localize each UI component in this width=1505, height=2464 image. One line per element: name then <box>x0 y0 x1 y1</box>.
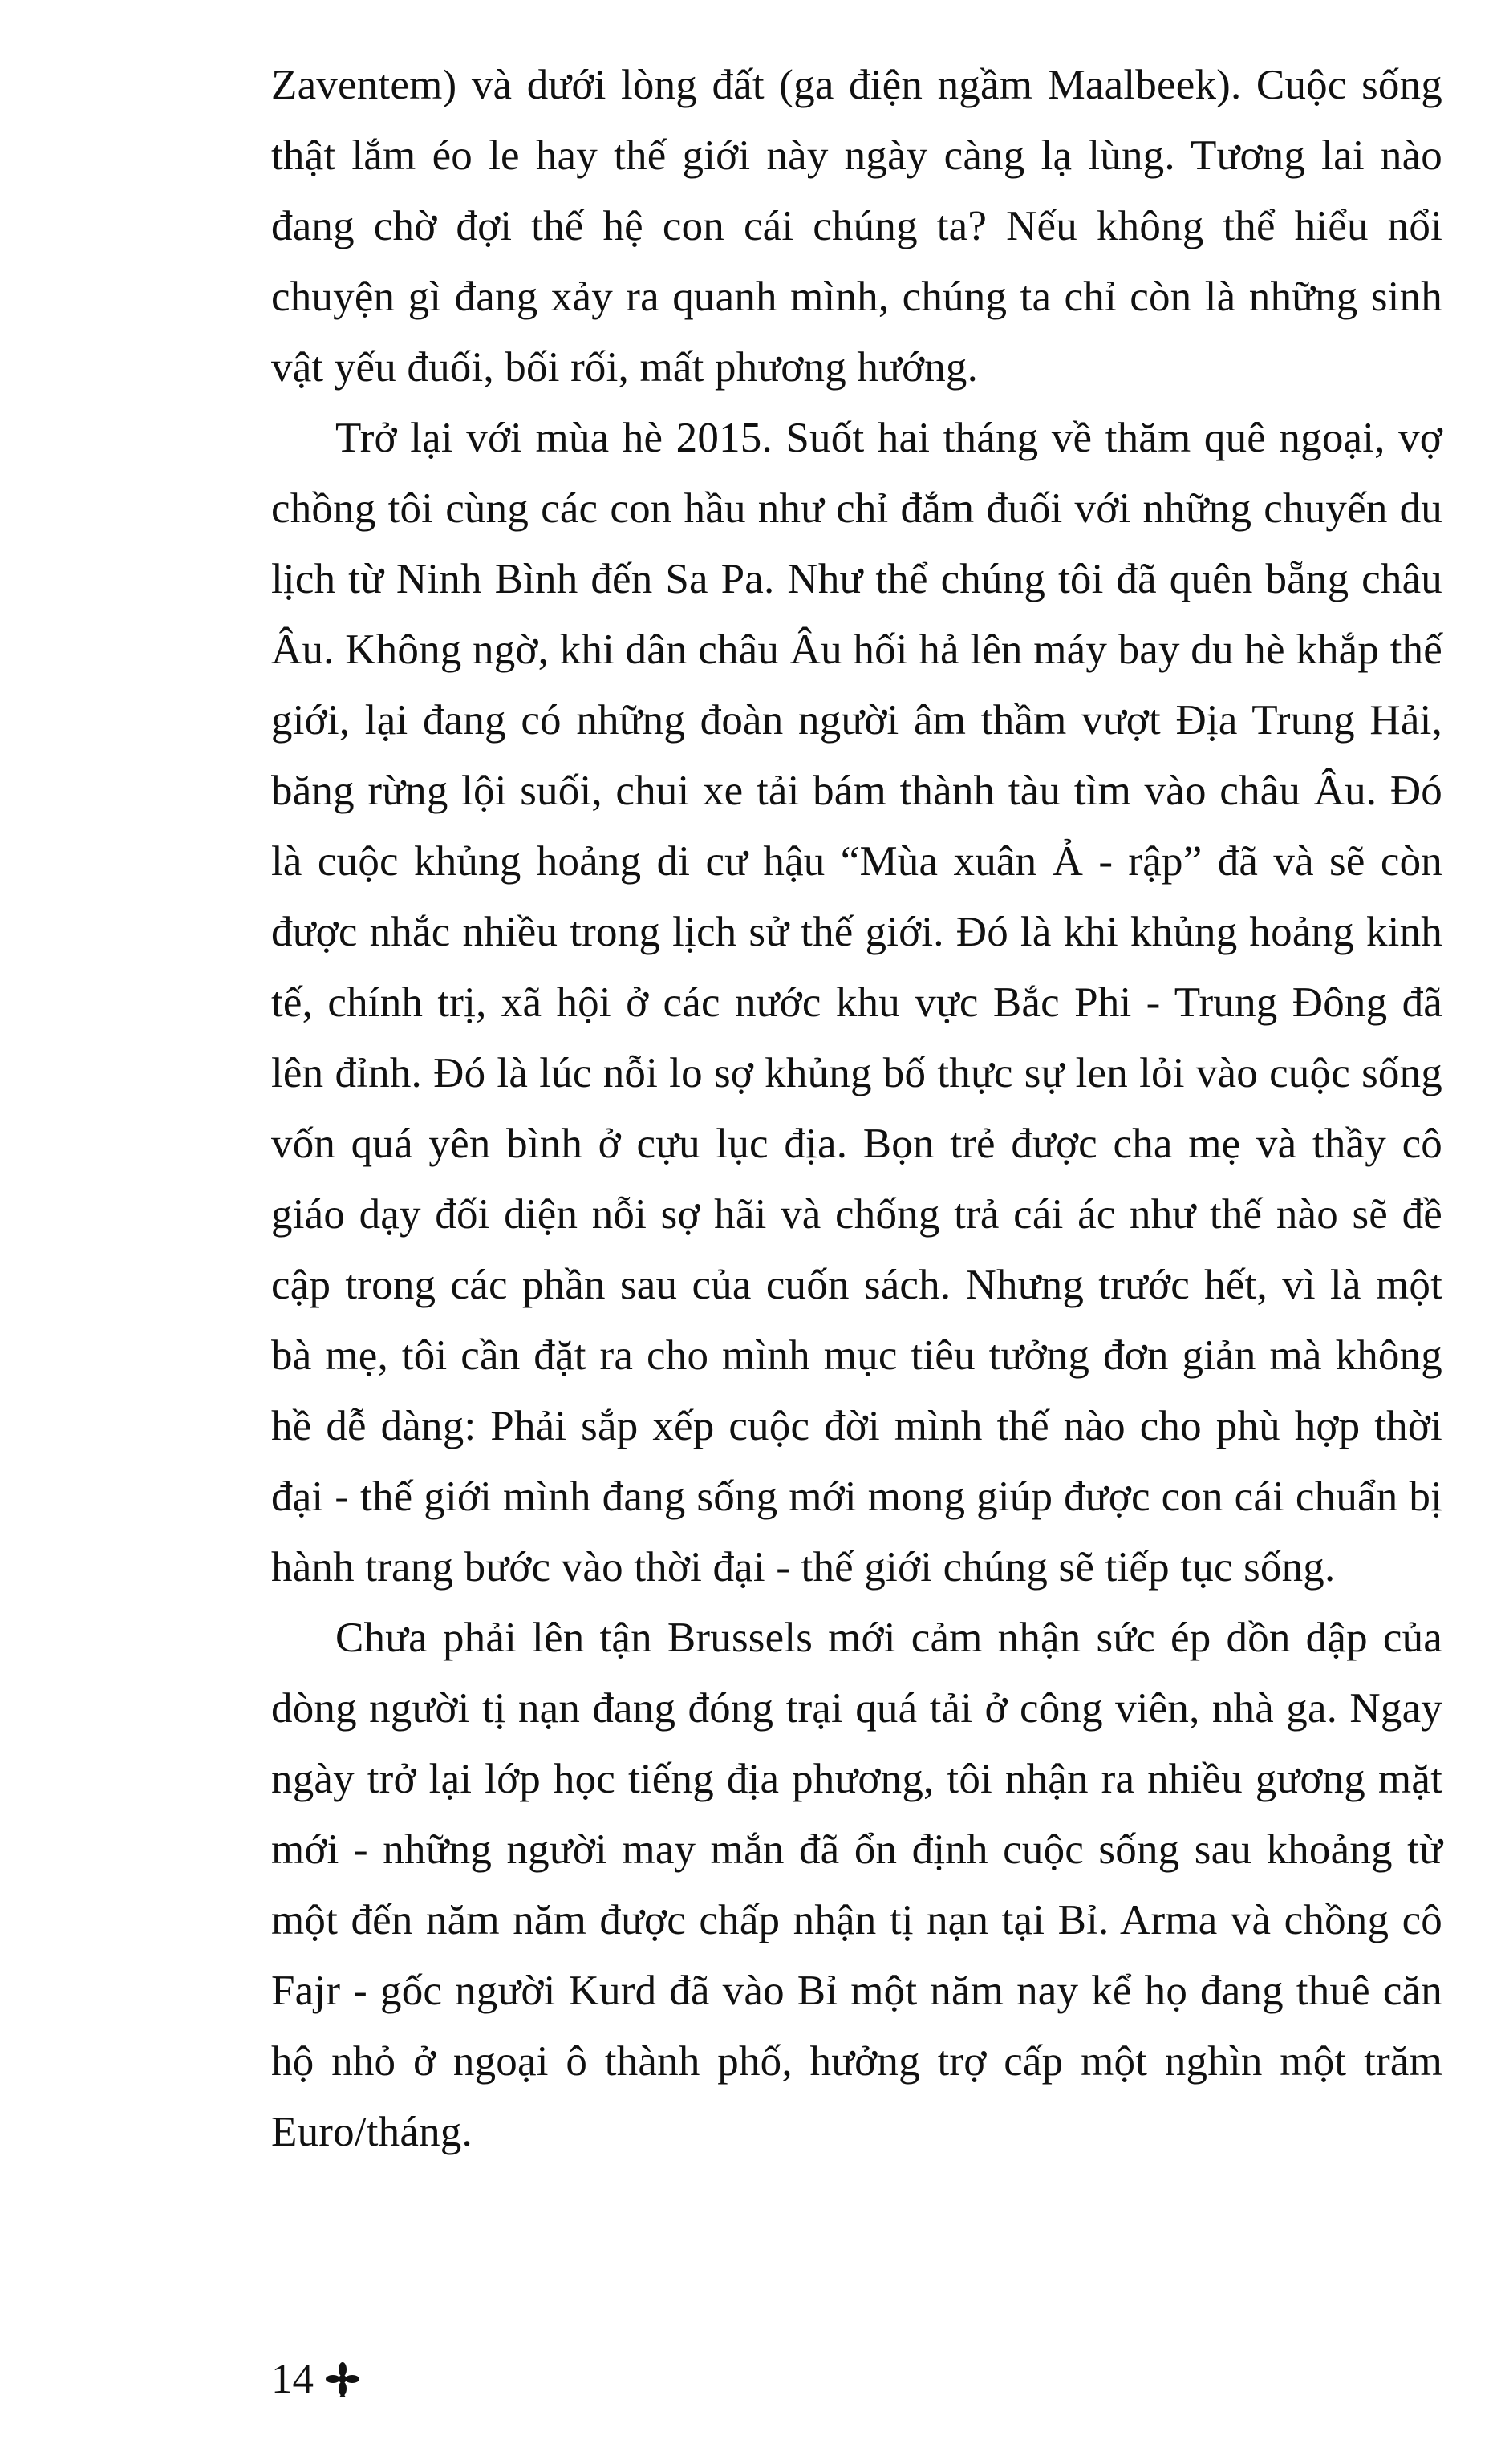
paragraph-1: Zaventem) và dưới lòng đất (ga điện ngầm Maalbeek). Cuộc sống thật lắm éo le hay thế giới này ngày càng lạ lùng. Tương lai nào đang chờ đợi thế hệ con cái chúng ta? Nếu không thể hiểu nổi chuyện gì đang xảy ra quanh mình, chúng ta chỉ còn là những sinh vật yếu đuối, bối rối, mất phương hướng. <box>271 62 1442 391</box>
page-number: 14 <box>271 2356 314 2402</box>
paragraph-3: Chưa phải lên tận Brussels mới cảm nhận sức ép dồn dập của dòng người tị nạn đang đóng trại quá tải ở công viên, nhà ga. Ngay ngày trở lại lớp học tiếng địa phương, tôi nhận ra nhiều gương mặt mới - những người may mắn đã ổn định cuộc sống sau khoảng từ một đến năm năm được chấp nhận tị nạn tại Bỉ. Arma và chồng cô Fajr - gốc người Kurd đã vào Bỉ một năm nay kể họ đang thuê căn hộ nhỏ ở ngoại ô thành phố, hưởng trợ cấp một nghìn một trăm Euro/tháng. <box>271 1615 1442 2155</box>
paragraph-2: Trở lại với mùa hè 2015. Suốt hai tháng về thăm quê ngoại, vợ chồng tôi cùng các con hầu như chỉ đắm đuối với những chuyến du lịch từ Ninh Bình đến Sa Pa. Như thể chúng tôi đã quên bẵng châu Âu. Không ngờ, khi dân châu Âu hối hả lên máy bay du hè khắp thế giới, lại đang có những đoàn người âm thầm vượt Địa Trung Hải, băng rừng lội suối, chui xe tải bám thành tàu tìm vào châu Âu. Đó là cuộc khủng hoảng di cư hậu “Mùa xuân Ả - rập” đã và sẽ còn được nhắc nhiều trong lịch sử thế giới. Đó là khi khủng hoảng kinh tế, chính trị, xã hội ở các nước khu vực Bắc Phi - Trung Đông đã lên đỉnh. Đó là lúc nỗi lo sợ khủng bố thực sự len lỏi vào cuộc sống vốn quá yên bình ở cựu lục địa. Bọn trẻ được cha mẹ và thầy cô giáo dạy đối diện nỗi sợ hãi và chống trả cái ác như thế nào sẽ đề cập trong các phần sau của cuốn sách. Nhưng trước hết, vì là một bà mẹ, tôi cần đặt ra cho mình mục tiêu tưởng đơn giản mà không hề dễ dàng: Phải sắp xếp cuộc đời mình thế nào cho phù hợp thời đại - thế giới mình đang sống mới mong giúp được con cái chuẩn bị hành trang bước vào thời đại - thế giới chúng sẽ tiếp tục sống. <box>271 415 1442 1591</box>
body-text <box>271 50 1442 2167</box>
page-footer <box>271 2347 362 2411</box>
fleuron-icon <box>323 2360 362 2398</box>
